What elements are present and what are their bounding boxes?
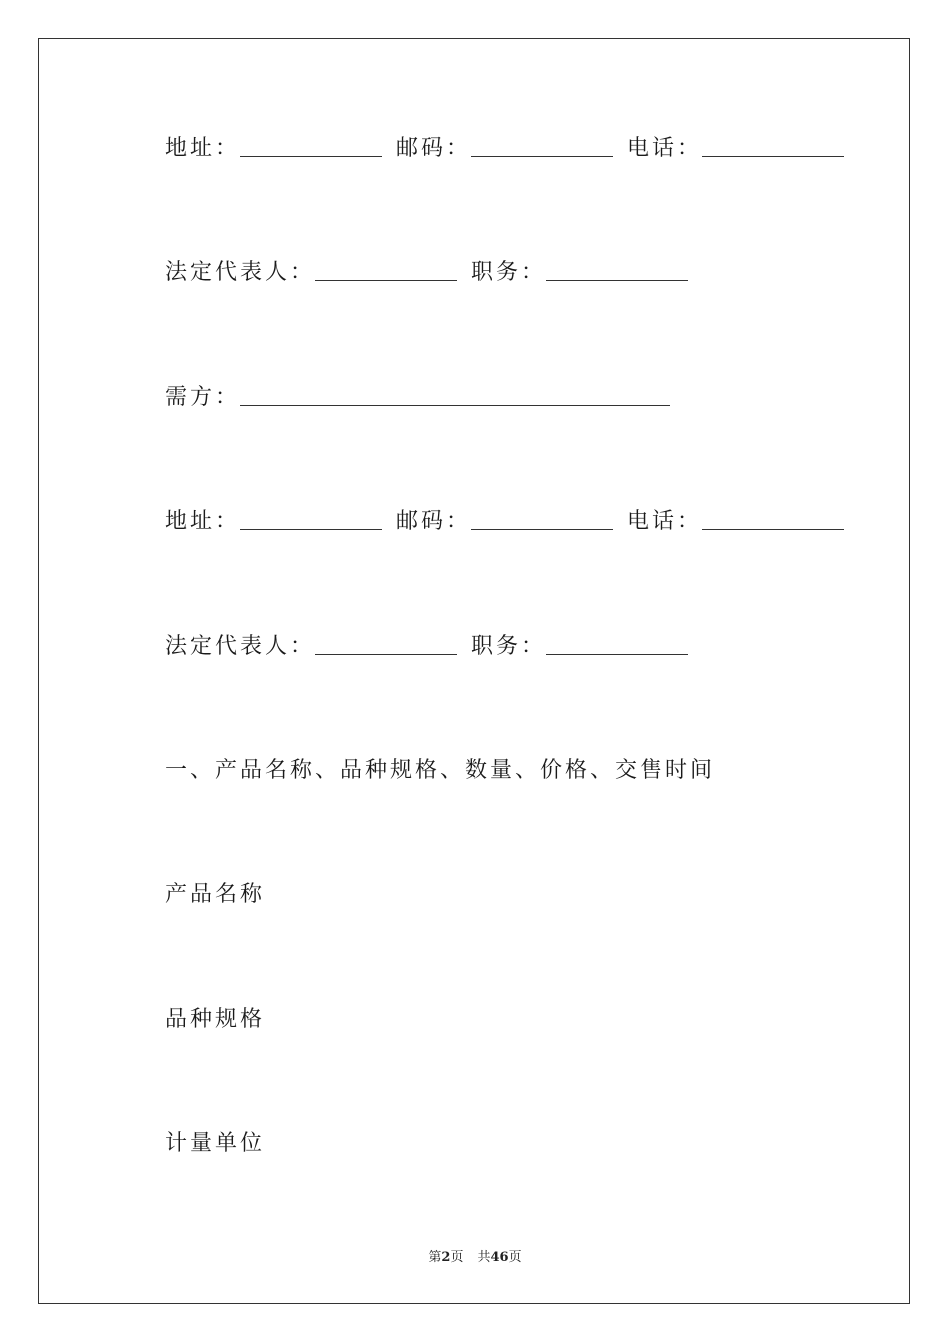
buyer-postcode-label: 邮码： <box>396 509 472 534</box>
supplier-contact-row <box>165 134 858 164</box>
supplier-position-field[interactable] <box>546 260 688 281</box>
buyer-row <box>165 383 684 413</box>
item-unit-measure: 计量单位 <box>165 1131 266 1156</box>
footer-page-suffix: 页 <box>450 1250 464 1265</box>
buyer-rep-label: 法定代表人： <box>165 634 316 659</box>
supplier-phone-label: 电话： <box>627 136 703 161</box>
page-frame <box>38 38 910 1304</box>
item-product-name: 产品名称 <box>165 882 266 907</box>
supplier-rep-row <box>165 258 702 288</box>
supplier-position-label: 职务： <box>471 260 547 285</box>
buyer-phone-label: 电话： <box>627 509 703 534</box>
buyer-phone-field[interactable] <box>702 509 844 530</box>
footer-prefix: 第 <box>428 1250 442 1265</box>
supplier-rep-field[interactable] <box>315 260 457 281</box>
supplier-rep-label: 法定代表人： <box>165 260 316 285</box>
buyer-position-field[interactable] <box>546 634 688 655</box>
item-variety-spec: 品种规格 <box>165 1007 266 1032</box>
section-heading: 一、产品名称、品种规格、数量、价格、交售时间 <box>165 758 716 783</box>
supplier-phone-field[interactable] <box>702 136 844 157</box>
buyer-rep-field[interactable] <box>315 634 457 655</box>
supplier-postcode-field[interactable] <box>471 136 613 157</box>
buyer-address-field[interactable] <box>240 509 382 530</box>
footer-page-number: 2 <box>441 1250 451 1265</box>
page-footer <box>0 1246 950 1265</box>
supplier-address-field[interactable] <box>240 136 382 157</box>
buyer-rep-row <box>165 632 702 662</box>
buyer-label: 需方： <box>165 385 241 410</box>
buyer-name-field[interactable] <box>240 385 670 406</box>
footer-total-pages: 46 <box>490 1250 509 1265</box>
supplier-address-label: 地址： <box>165 136 241 161</box>
footer-total-suffix: 页 <box>508 1250 522 1265</box>
buyer-address-label: 地址： <box>165 509 241 534</box>
footer-total-prefix: 共 <box>477 1250 491 1265</box>
buyer-contact-row <box>165 507 858 537</box>
buyer-position-label: 职务： <box>471 634 547 659</box>
buyer-postcode-field[interactable] <box>471 509 613 530</box>
supplier-postcode-label: 邮码： <box>396 136 472 161</box>
